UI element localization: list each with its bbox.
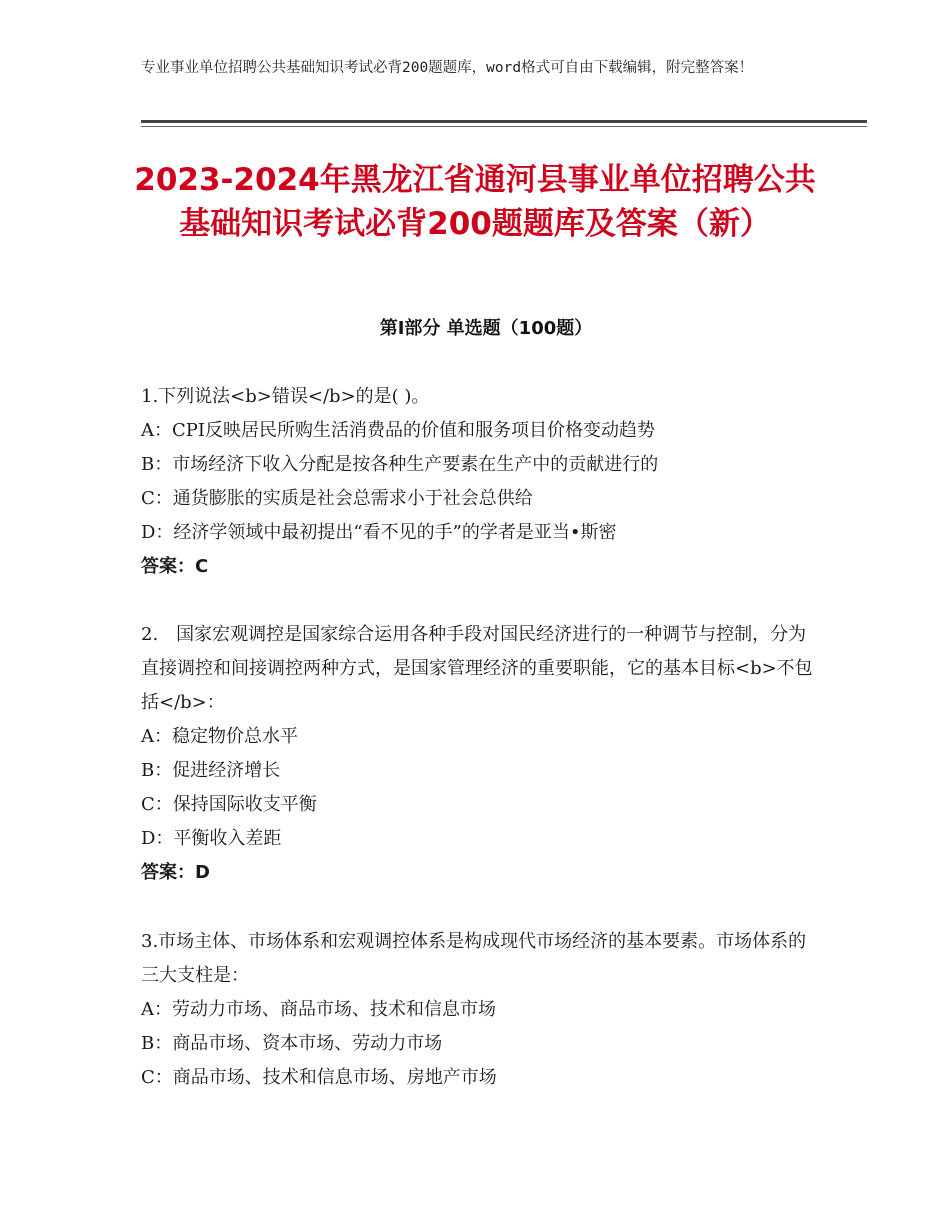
option-c: C：保持国际收支平衡 <box>141 794 317 815</box>
answer: 答案：C <box>141 556 209 577</box>
option-d: D：经济学领域中最初提出“看不见的手”的学者是亚当•斯密 <box>141 522 617 543</box>
document-title: 2023-2024年黑龙江省通河县事业单位招聘公共基础知识考试必背200题题库及答案（新） <box>134 162 816 242</box>
option-c: C：通货膨胀的实质是社会总需求小于社会总供给 <box>141 488 533 509</box>
question-stem: 1.下列说法<b>错误</b>的是( )。 <box>141 386 430 407</box>
header-note: 专业事业单位招聘公共基础知识考试必背200题题库，word格式可自由下载编辑，附完整答案！ <box>141 60 754 76</box>
question-stem: 2. 国家宏观调控是国家综合运用各种手段对国民经济进行的一种调节与控制，分为直接调控和间接调控两种方式，是国家管理经济的重要职能，它的基本目标<b>不包括</b>： <box>141 624 813 713</box>
section-title: 第Ⅰ部分 单选题（100题） <box>379 318 593 339</box>
option-a: A：劳动力市场、商品市场、技术和信息市场 <box>141 999 496 1020</box>
option-b: B：市场经济下收入分配是按各种生产要素在生产中的贡献进行的 <box>141 454 659 475</box>
header-rule-thin <box>141 126 867 127</box>
question-3 <box>141 925 821 1095</box>
option-b: B：商品市场、资本市场、劳动力市场 <box>141 1033 443 1054</box>
option-d: D：平衡收入差距 <box>141 828 282 849</box>
question-1 <box>141 380 821 584</box>
option-a: A：CPI反映居民所购生活消费品的价值和服务项目价格变动趋势 <box>141 420 655 441</box>
answer: 答案：D <box>141 862 210 883</box>
option-c: C：商品市场、技术和信息市场、房地产市场 <box>141 1067 497 1088</box>
question-stem: 3.市场主体、市场体系和宏观调控体系是构成现代市场经济的基本要素。市场体系的三大支柱是： <box>141 931 807 986</box>
option-a: A：稳定物价总水平 <box>141 726 298 747</box>
question-2 <box>141 618 821 890</box>
header-rule-thick <box>141 120 867 123</box>
option-b: B：促进经济增长 <box>141 760 281 781</box>
